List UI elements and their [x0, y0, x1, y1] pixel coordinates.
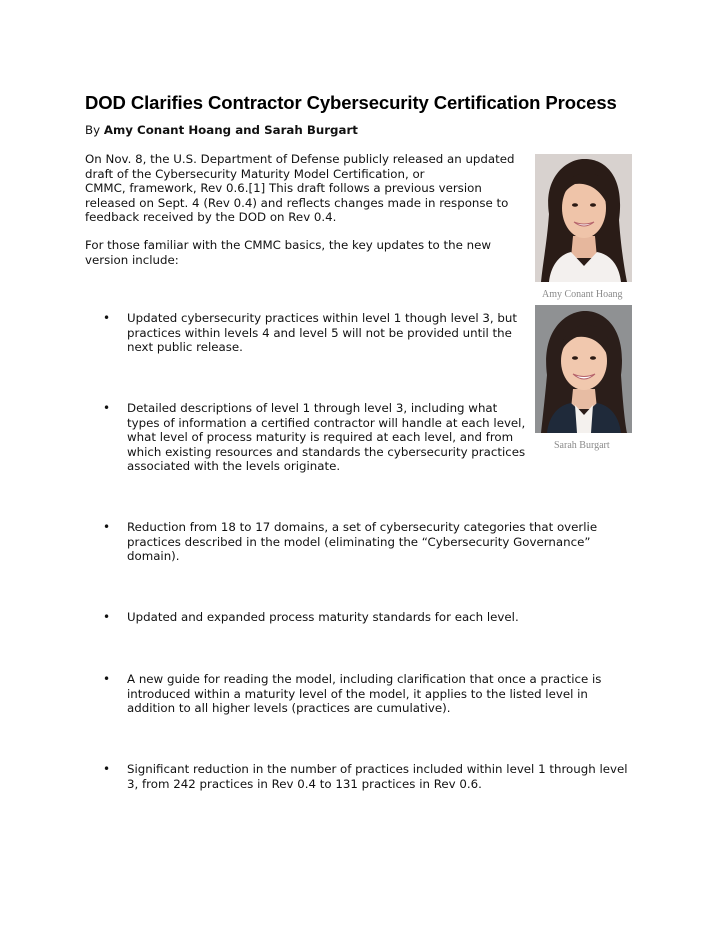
byline-authors: Amy Conant Hoang and Sarah Burgart	[103, 123, 358, 137]
list-item: Updated cybersecurity practices within level 1 though level 3, but practices within levels 4 and level 5 will not be provided until the next public release.	[127, 311, 517, 354]
author-photo-amy	[535, 154, 632, 282]
bullet-marker: •	[103, 520, 111, 534]
byline	[85, 122, 358, 138]
list-item: Detailed descriptions of level 1 through level 3, including what types of information a certified contractor will handle at each level, what level of process maturity is required at each level, and from which existing resources and standards the cybersecurity practices associated with the levels originate.	[127, 401, 526, 473]
list-item: Updated and expanded process maturity standards for each level.	[127, 610, 519, 624]
portrait-photo-icon	[535, 154, 632, 282]
list-item: Significant reduction in the number of practices included within level 1 through level 3, from 242 practices in Rev 0.4 to 131 practices in Rev 0.6.	[127, 762, 628, 791]
intro-paragraph: On Nov. 8, the U.S. Department of Defense publicly released an updated draft of the Cybersecurity Maturity Model Certification, or CMMC, framework, Rev 0.6.[1] This draft follows a previous version released on Sept. 4 (Rev 0.4) and reflects changes made in response to feedback received by the DOD on Rev 0.4.	[85, 152, 515, 224]
bullet-marker: •	[103, 762, 111, 776]
photo-caption-amy: Amy Conant Hoang	[542, 289, 623, 300]
photo-caption-sarah: Sarah Burgart	[554, 440, 610, 451]
portrait-photo-icon	[535, 305, 632, 433]
bullet-marker: •	[103, 401, 111, 415]
byline-prefix: By	[85, 123, 104, 137]
bullet-marker: •	[103, 311, 111, 325]
bullet-marker: •	[103, 610, 111, 624]
list-item: Reduction from 18 to 17 domains, a set of cybersecurity categories that overlie practices described in the model (eliminating the “Cybersecurity Governance” domain).	[127, 520, 598, 563]
list-item: A new guide for reading the model, including clarification that once a practice is introduced within a maturity level of the model, it applies to the listed level in addition to all higher levels (practices are cumulative).	[127, 672, 602, 715]
article-title: DOD Clarifies Contractor Cybersecurity Certification Process	[85, 92, 617, 113]
bullet-marker: •	[103, 672, 111, 686]
updates-intro-paragraph: For those familiar with the CMMC basics, the key updates to the new version include:	[85, 238, 491, 267]
author-photo-sarah	[535, 305, 632, 433]
